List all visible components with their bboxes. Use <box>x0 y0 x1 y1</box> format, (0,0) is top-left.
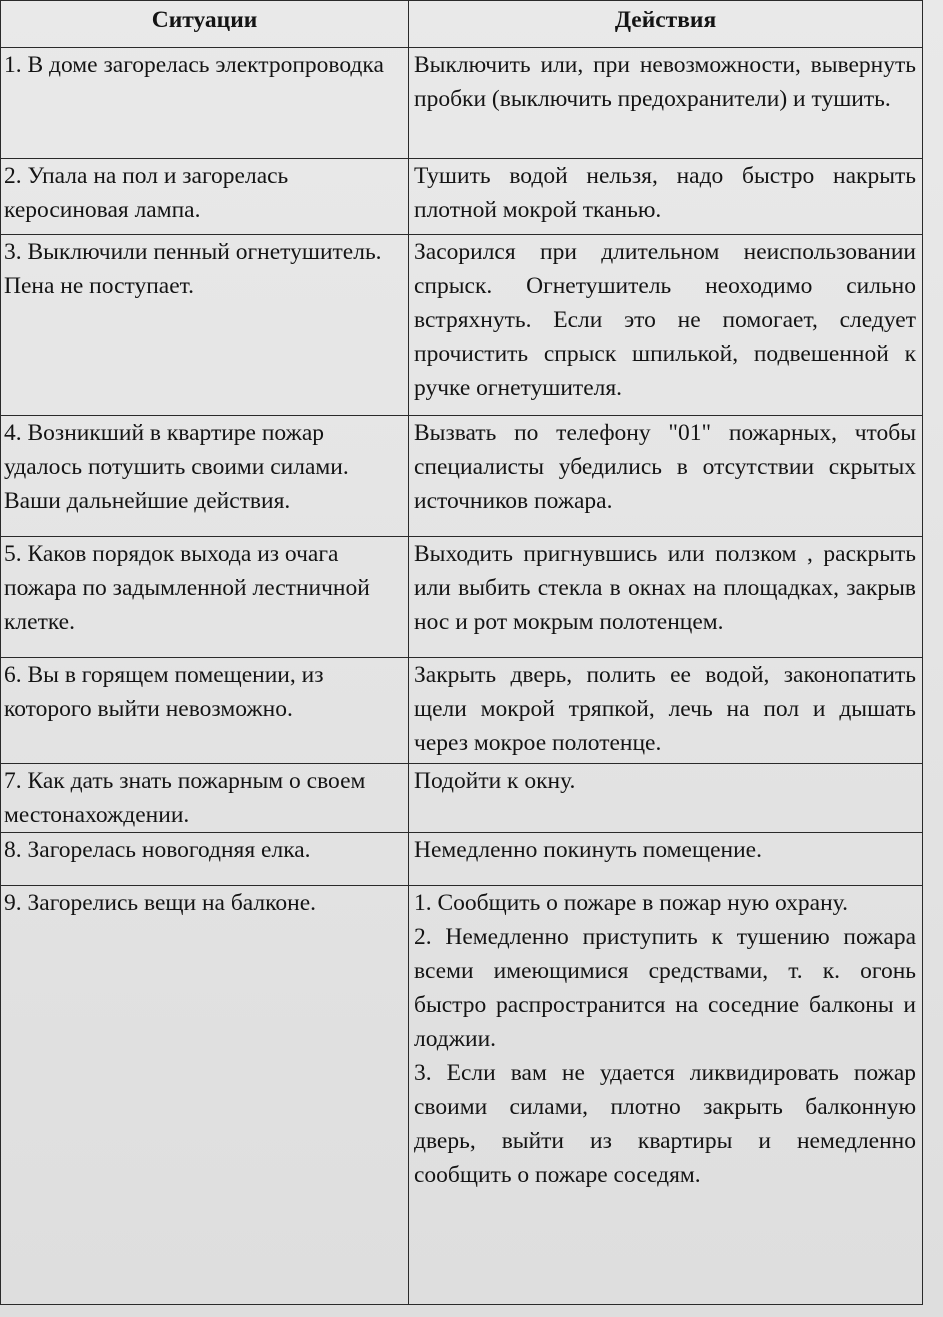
situation-cell: 6. Вы в горящем помещении, из которого выйти невозможно. <box>1 658 409 764</box>
table-row <box>1 159 923 235</box>
action-text: Выключить или, при невозможности, вывернуть пробки (выключить предохранители) и тушить. <box>414 52 916 112</box>
page-margin <box>0 1260 943 1317</box>
action-text: 3. Если вам не удается ликвидировать пожар своими силами, плотно закрыть балконную дверь, выйти из квартиры и немедленно сообщить о пожаре соседям. <box>414 1060 916 1188</box>
header-situations: Ситуации <box>1 1 409 48</box>
action-text: Немедленно покинуть помещение. <box>414 837 762 863</box>
table-row <box>1 764 923 833</box>
table-row <box>1 235 923 416</box>
situation-cell: 4. Возникший в квартире пожар удалось потушить своими силами. Ваши дальнейшие действия. <box>1 416 409 537</box>
situation-cell: 2. Упала на пол и загорелась керосиновая лампа. <box>1 159 409 235</box>
situation-cell: 8. Загорелась новогодняя елка. <box>1 833 409 886</box>
action-cell <box>409 416 923 537</box>
action-text: Тушить водой нельзя, надо быстро накрыть плотной мокрой тканью. <box>414 163 916 223</box>
table-row <box>1 537 923 658</box>
action-text: 1. Сообщить о пожаре в пожар ную охрану. <box>414 890 848 916</box>
action-cell <box>409 764 923 833</box>
header-actions: Действия <box>409 1 923 48</box>
table-row <box>1 833 923 886</box>
action-cell <box>409 537 923 658</box>
action-cell <box>409 833 923 886</box>
action-text: Засорился при длительном неиспользовании спрыск. Огнетушитель неоходимо сильно встряхнуть. Если это не помогает, следует прочистить спрыск шпилькой, подвешенной к ручке огнетушителя. <box>414 239 916 401</box>
action-cell <box>409 886 923 1305</box>
situation-cell: 3. Выключили пенный огнетушитель. Пена не поступает. <box>1 235 409 416</box>
action-cell <box>409 159 923 235</box>
action-text: Подойти к окну. <box>414 768 576 794</box>
action-cell <box>409 48 923 159</box>
action-text: Вызвать по телефону "01" пожарных, чтобы специалисты убедились в отсутствии скрытых источников пожара. <box>414 420 916 514</box>
table-row <box>1 886 923 1305</box>
action-text: 2. Немедленно приступить к тушению пожара всеми имеющимися средствами, т. к. огонь быстро распространится на соседние балконы и лоджии. <box>414 924 916 1052</box>
situation-cell: 9. Загорелись вещи на балконе. <box>1 886 409 1305</box>
situation-cell: 5. Каков порядок выхода из очага пожара по задымленной лестничной клетке. <box>1 537 409 658</box>
table-header-row <box>1 1 923 48</box>
table-row <box>1 416 923 537</box>
action-text: Закрыть дверь, полить ее водой, законопатить щели мокрой тряпкой, лечь на пол и дышать через мокрое полотенце. <box>414 662 916 756</box>
table-row <box>1 658 923 764</box>
action-text: Выходить пригнувшись или ползком , раскрыть или выбить стекла в окнах на площадках, закрыв нос и рот мокрым полотенцем. <box>414 541 916 635</box>
situation-cell: 7. Как дать знать пожарным о своем местонахождении. <box>1 764 409 833</box>
table-row <box>1 48 923 159</box>
situation-cell: 1. В доме загорелась электропроводка <box>1 48 409 159</box>
action-cell <box>409 658 923 764</box>
action-cell <box>409 235 923 416</box>
